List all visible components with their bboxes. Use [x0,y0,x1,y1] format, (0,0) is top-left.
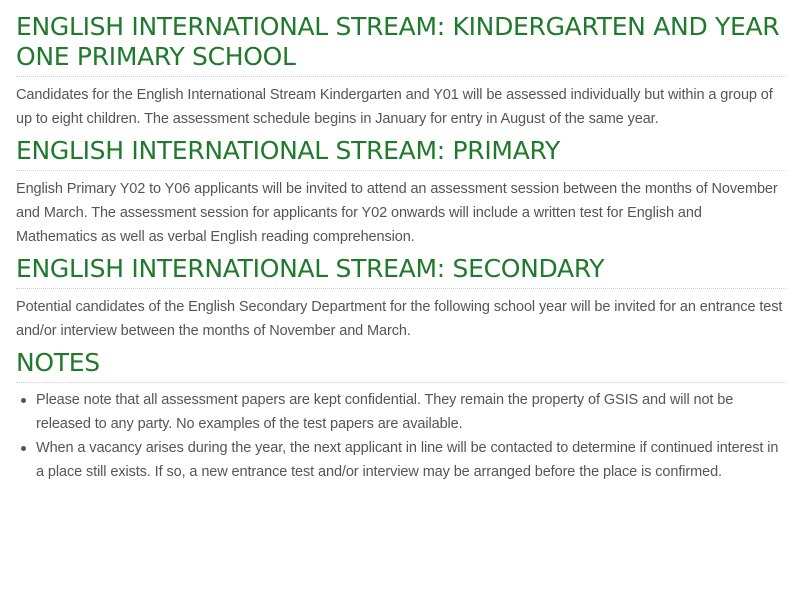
bullet-icon [21,398,26,403]
notes-list-item [16,388,786,436]
section-heading-primary: ENGLISH INTERNATIONAL STREAM: PRIMARY [16,136,786,171]
bullet-icon [21,446,26,451]
notes-heading: NOTES [16,348,786,383]
notes-list-item [16,436,786,484]
notes-list [16,388,786,484]
notes-item-text: Please note that all assessment papers are kept confidential. They remain the property of GSIS and will not be released to any party. No examples of the test papers are available. [36,392,734,432]
section-text-primary: English Primary Y02 to Y06 applicants will be invited to attend an assessment session between the months of November and March. The assessment session for applicants for Y02 onwards will include a written test for English and Mathematics as well as verbal English reading comprehension. [16,181,778,245]
notes-item-text: When a vacancy arises during the year, the next applicant in line will be contacted to determine if continued interest in a place still exists. If so, a new entrance test and/or interview may be arranged before the place is confirmed. [36,440,779,480]
section-kindergarten [16,12,786,131]
section-notes [16,348,786,484]
section-heading-secondary: ENGLISH INTERNATIONAL STREAM: SECONDARY [16,254,786,289]
section-text-kindergarten: Candidates for the English International Stream Kindergarten and Y01 will be assessed individually but within a group of up to eight children. The assessment schedule begins in January for entry in August of the same year. [16,87,773,127]
section-heading-kindergarten: ENGLISH INTERNATIONAL STREAM: KINDERGARTEN AND YEAR ONE PRIMARY SCHOOL [16,12,786,77]
section-secondary [16,254,786,343]
admissions-content [16,12,786,484]
section-primary [16,136,786,249]
section-text-secondary: Potential candidates of the English Secondary Department for the following school year will be invited for an entrance test and/or interview between the months of November and March. [16,299,783,339]
